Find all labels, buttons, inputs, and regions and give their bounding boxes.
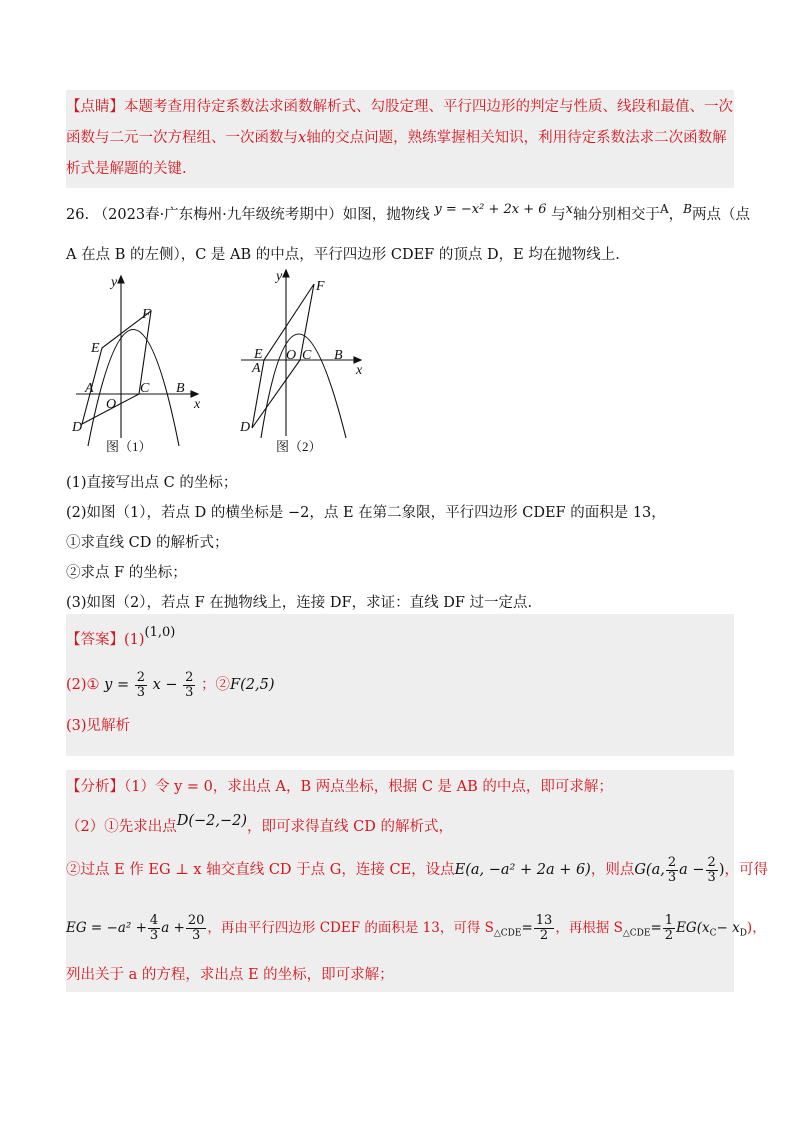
answer-2-mid: x − — [152, 677, 178, 693]
analysis-eg-frac-2 — [186, 914, 207, 943]
frac-num: 13 — [535, 913, 553, 928]
question-text-b: 轴分别相交于 — [572, 207, 660, 223]
answer-line-3: (3)见解析 — [66, 718, 131, 734]
analysis-minus-x: − x — [716, 920, 740, 936]
analysis-sub-1: △CDE — [493, 928, 522, 939]
fig1-parallelogram — [82, 311, 151, 424]
figure-1 — [71, 275, 201, 454]
question-stem — [66, 196, 750, 268]
analysis-text-4g: )， — [746, 920, 766, 936]
answer-line-2 — [66, 665, 734, 705]
fig1-label-e: E — [91, 341, 100, 356]
dianjing-x: x — [298, 130, 307, 146]
analysis-frac-13-2 — [534, 914, 555, 943]
part-1: (1)直接写出点 C 的坐标； — [66, 475, 238, 491]
fig1-y-arrow — [118, 276, 124, 283]
analysis-g-frac-2 — [706, 856, 718, 885]
analysis-g-1: G(a, — [634, 862, 665, 878]
frac-den: 2 — [539, 928, 549, 943]
analysis-text-3b: ，则点 — [590, 862, 635, 878]
fig1-label-f: F — [142, 307, 151, 322]
frac-den: 3 — [136, 684, 145, 700]
analysis-eq-2: = — [650, 920, 662, 936]
frac-num: 4 — [149, 913, 159, 928]
frac-den: 3 — [185, 684, 194, 700]
question-text-c: 两点（点 — [691, 207, 750, 223]
analysis-text-1: （1）令 y = 0，求出点 A，B 两点坐标，根据 C 是 AB 的中点，即可求解； — [124, 779, 613, 795]
fig2-label-o: O — [286, 348, 297, 363]
question-text-a: 与 — [551, 207, 566, 223]
analysis-line-5: 列出关于 a 的方程，求出点 E 的坐标，即可求解； — [66, 966, 394, 983]
frac-den: 3 — [707, 869, 716, 885]
analysis-eg-frac-1 — [148, 914, 160, 943]
fig2-label-b: B — [334, 348, 343, 363]
analysis-block — [66, 770, 768, 992]
fig1-label-c: C — [140, 381, 150, 396]
frac-num: 2 — [136, 669, 145, 685]
analysis-text-2a: （2）①先求出点 — [66, 819, 177, 835]
question-line-2 — [66, 242, 734, 268]
frac-den: 3 — [667, 869, 677, 885]
analysis-line-1 — [66, 770, 734, 804]
question-text-line2: A 在点 B 的左侧），C 是 AB 的中点，平行四边形 CDEF 的顶点 D，E 均在抛物线上. — [66, 247, 620, 263]
fig1-label-a: A — [85, 381, 94, 396]
fig1-label-y: y — [111, 275, 118, 290]
fig2-label-d: D — [240, 420, 251, 435]
figure-2 — [239, 269, 363, 454]
fig2-label-a: A — [252, 361, 261, 376]
dianjing-line-1 — [66, 92, 734, 123]
answer-block — [66, 614, 734, 756]
fig2-caption: 图（2） — [276, 439, 322, 454]
dianjing-line-2 — [66, 123, 734, 154]
fig1-label-b: B — [176, 381, 185, 396]
analysis-tag: 【分析】 — [66, 779, 124, 795]
answer-2-sep: ；② — [201, 677, 231, 693]
analysis-eg-1: EG = −a² + — [66, 920, 147, 936]
question-x: x — [565, 202, 573, 217]
part-2-2: ②求点 F 的坐标； — [66, 565, 187, 581]
fig2-label-f: F — [316, 279, 325, 294]
frac-den: 2 — [664, 928, 674, 943]
analysis-sub-2: △CDE — [622, 928, 651, 939]
frac-num: 2 — [667, 854, 677, 870]
fig1-label-x: x — [194, 397, 201, 412]
part-2-1: ①求直线 CD 的解析式； — [66, 535, 229, 551]
analysis-g-2: a − — [679, 862, 705, 878]
fig2-y-arrow — [283, 270, 289, 277]
dianjing-block — [66, 90, 734, 188]
analysis-eg-x: EG(x — [676, 920, 710, 936]
answer-2-f: F(2,5) — [230, 677, 275, 693]
dianjing-text-2b: 轴的交点问题，熟练掌握相关知识，利用待定系数法求二次函数解 — [306, 130, 727, 146]
dianjing-text-3: 析式是解题的关键. — [66, 161, 187, 177]
question-point-a: A — [659, 202, 669, 216]
analysis-point-d: D(−2,−2) — [176, 813, 248, 829]
question-source: （2023春·广东梅州·九年级统考期中）如图，抛物线 — [93, 207, 430, 223]
answer-2-prefix: (2)① — [66, 677, 100, 693]
fig2-label-e: E — [254, 347, 263, 362]
question-line-1: 26. （2023春·广东梅州·九年级统考期中）如图，抛物线 y = −x² + 2x + 6 与x轴分别相交于$^A$，$^B$两点（点 — [66, 202, 750, 223]
answer-2-frac-2 — [183, 671, 195, 700]
frac-den: 3 — [149, 928, 159, 943]
answer-tag: 【答案】 — [66, 632, 124, 648]
analysis-text-4d: ，再根据 S — [555, 920, 623, 936]
analysis-eg-2: a + — [161, 920, 185, 936]
analysis-text-2b: ，即可求得直线 CD 的解析式， — [247, 819, 453, 835]
figures — [66, 268, 396, 458]
frac-den: 3 — [191, 928, 201, 943]
frac-num: 1 — [664, 913, 674, 928]
analysis-point-e: E(a, −a² + 2a + 6) — [454, 862, 591, 878]
analysis-line-3 — [66, 848, 768, 892]
analysis-g-3: ) — [718, 862, 725, 878]
answer-line-1 — [66, 614, 734, 653]
fig1-label-d: D — [72, 420, 83, 435]
analysis-frac-1-2 — [663, 914, 675, 943]
analysis-line-2 — [66, 804, 734, 844]
fig2-label-y: y — [276, 269, 283, 284]
dianjing-tag: 【点睛】 — [66, 99, 124, 115]
dianjing-text-2a: 函数与二元一次方程组、一次函数与 — [66, 130, 298, 146]
sub-questions — [66, 468, 734, 618]
dianjing-line-3 — [66, 154, 734, 185]
answer-2-lhs: y = — [104, 677, 130, 693]
frac-num: 20 — [187, 913, 205, 928]
dianjing-text-1: 本题考查用待定系数法求函数解析式、勾股定理、平行四边形的判定与性质、线段和最值、一次 — [124, 99, 733, 115]
fig1-parabola — [88, 330, 179, 447]
part-3: (3)如图（2），若点 F 在抛物线上，连接 DF，求证：直线 DF 过一定点. — [66, 595, 533, 611]
analysis-line-4 — [66, 906, 766, 956]
frac-num: 2 — [185, 669, 194, 685]
parabola-equation: y = −x² + 2x + 6 — [434, 202, 547, 217]
analysis-text-3c: ，可得 — [724, 862, 768, 878]
fig1-label-o: O — [106, 397, 117, 412]
fig2-label-c: C — [302, 348, 312, 363]
answer-1-value: (1,0) — [144, 625, 176, 640]
analysis-text-3a: ②过点 E 作 EG ⊥ x 轴交直线 CD 于点 G，连接 CE，设点 — [66, 862, 455, 878]
fig2-label-x: x — [356, 363, 363, 378]
analysis-g-frac-1 — [666, 856, 678, 885]
analysis-eq-1: = — [521, 920, 533, 936]
answer-1-prefix: (1) — [124, 632, 145, 648]
frac-num: 2 — [707, 854, 716, 870]
analysis-text-4c: ，再由平行四边形 CDEF 的面积是 13，可得 S — [207, 920, 494, 936]
analysis-sub-c: C — [709, 928, 717, 939]
analysis-sub-d: D — [739, 928, 747, 939]
question-point-b: B — [683, 202, 692, 216]
answer-2-frac-1 — [135, 671, 147, 700]
question-number: 26. — [66, 207, 90, 223]
fig1-caption: 图（1） — [106, 439, 152, 454]
part-2: (2)如图（1），若点 D 的横坐标是 −2，点 E 在第二象限，平行四边形 CDEF 的面积是 13， — [66, 505, 666, 521]
